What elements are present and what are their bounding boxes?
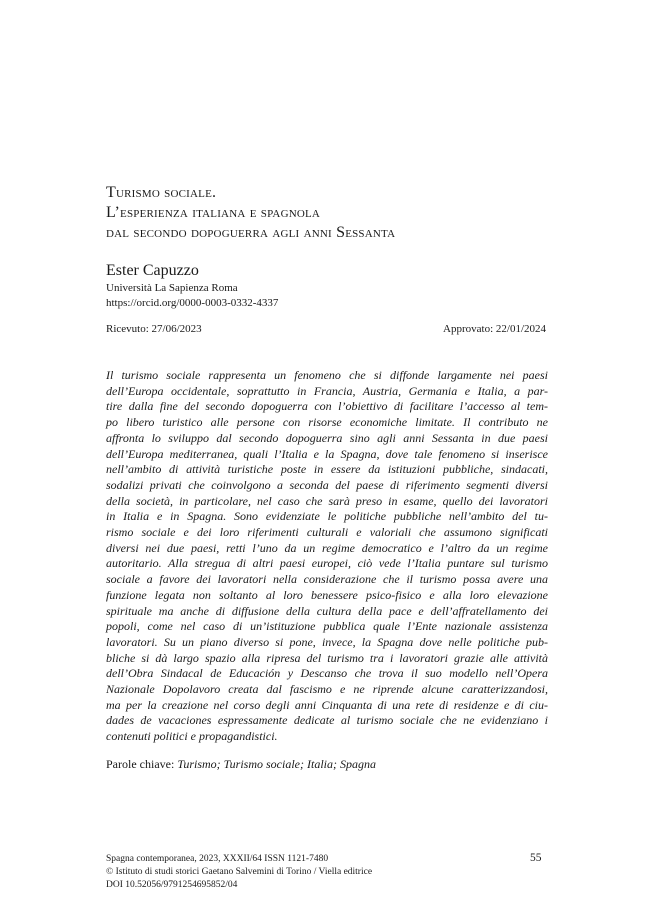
keywords-terms: Turismo; Turismo sociale; Italia; Spagna bbox=[177, 757, 376, 771]
abstract bbox=[106, 368, 548, 745]
keywords-label: Parole chiave: bbox=[106, 757, 178, 771]
footer-journal: Spagna contemporanea, 2023, XXXII/64 ISSN 1121-7480 bbox=[106, 854, 329, 864]
abstract-line: sociale a favore dei lavoratori nella considerazione che il turismo possa avere una bbox=[106, 572, 548, 587]
abstract-line: lavoratori. Su un piano diverso si pone, invece, la Spagna dove nelle politiche pub- bbox=[106, 634, 548, 649]
abstract-line: autoritario. Alla stregua di altri paesi europei, ciò vede l’Italia puntare sul turismo bbox=[106, 556, 548, 571]
received-date: Ricevuto: 27/06/2023 bbox=[106, 323, 202, 335]
abstract-line: Il turismo sociale rappresenta un fenomeno che si diffonde largamente nei paesi bbox=[106, 368, 548, 382]
abstract-line: Nazionale Dopolavoro creata dal fascismo e ne riprende alcune caratterizzandosi, bbox=[106, 682, 548, 697]
abstract-line: dell’Europa occidentale, soprattutto in Francia, Austria, Germania e Italia, a par- bbox=[106, 383, 548, 398]
submission-dates bbox=[106, 323, 546, 335]
abstract-line: ma per la creazione nel corso degli anni Cinquanta di una rete di residenze e di ciu- bbox=[106, 697, 548, 712]
abstract-line: bliche si dà largo spazio alla ripresa del turismo tra i lavoratori grazie alle attività bbox=[106, 650, 548, 665]
article-title bbox=[106, 183, 546, 243]
abstract-line: funzione legata non soltanto al loro benessere psico-fisico e alla loro elevazione bbox=[106, 587, 548, 602]
abstract-line: dell’Obra Sindacal de Educación y Descanso che trova il suo modello nell’Opera bbox=[106, 666, 548, 681]
abstract-line: dades de vacaciones espressamente dedicate al turismo sociale che ne evidenziano i bbox=[106, 713, 548, 728]
abstract-line: contenuti politici e propagandistici. bbox=[106, 729, 278, 744]
title-line-2: L’esperienza italiana e spagnola bbox=[106, 204, 321, 221]
keywords bbox=[106, 757, 376, 772]
abstract-line: tire dalla fine del secondo dopoguerra con l’obiettivo di facilitare l’accesso al tem- bbox=[106, 399, 548, 414]
footer-doi: DOI 10.52056/9791254695852/04 bbox=[106, 880, 238, 890]
title-line-1: Turismo sociale. bbox=[106, 184, 217, 201]
abstract-line: rismo sociale e dei loro riferimenti culturali e valoriali che assumono significati bbox=[106, 525, 548, 540]
title-line-3: dal secondo dopoguerra agli anni Sessanta bbox=[106, 224, 396, 241]
abstract-line: in Italia e in Spagna. Sono evidenziate le politiche pubbliche nell’ambito del tu- bbox=[106, 509, 548, 524]
footer-copyright: © Istituto di studi storici Gaetano Salvemini di Torino / Viella editrice bbox=[106, 867, 373, 877]
abstract-line: nell’ambito di attività turistiche poste in essere da istituzioni pubbliche, sindacati, bbox=[106, 462, 548, 477]
author-name: Ester Capuzzo bbox=[106, 262, 199, 279]
page-footer bbox=[106, 853, 546, 892]
approved-date: Approvato: 22/01/2024 bbox=[443, 323, 546, 335]
abstract-line: sodalizi privati che coinvolgono a seconda del paese di riferimento segmenti diversi bbox=[106, 477, 548, 492]
author-orcid-link[interactable]: https://orcid.org/0000-0003-0332-4337 bbox=[106, 297, 279, 309]
abstract-line: affronta lo sviluppo dal secondo dopoguerra sino agli anni Sessanta in due paesi bbox=[106, 430, 548, 445]
abstract-line: spirituale ma anche di diffusione della cultura della pace e dell’affratellamento dei bbox=[106, 603, 548, 618]
abstract-line: popoli, come nel caso di un’istituzione pubblica quale l’Ente nazionale assistenza bbox=[106, 619, 548, 634]
abstract-line: po libero turistico alle persone con risorse economiche limitate. Il contributo ne bbox=[106, 415, 548, 430]
page-number: 55 bbox=[530, 852, 542, 864]
abstract-line: dell’Europa mediterranea, quali l’Italia e la Spagna, dove tale fenomeno si inserisce bbox=[106, 446, 548, 461]
abstract-line: diversi nei due paesi, retti l’uno da un regime democratico e l’altro da un regime bbox=[106, 540, 548, 555]
abstract-line: della società, in particolare, nel caso che sarà preso in esame, quello dei lavoratori bbox=[106, 493, 548, 508]
author-affiliation: Università La Sapienza Roma bbox=[106, 282, 238, 294]
author-affiliation-block bbox=[106, 281, 278, 311]
